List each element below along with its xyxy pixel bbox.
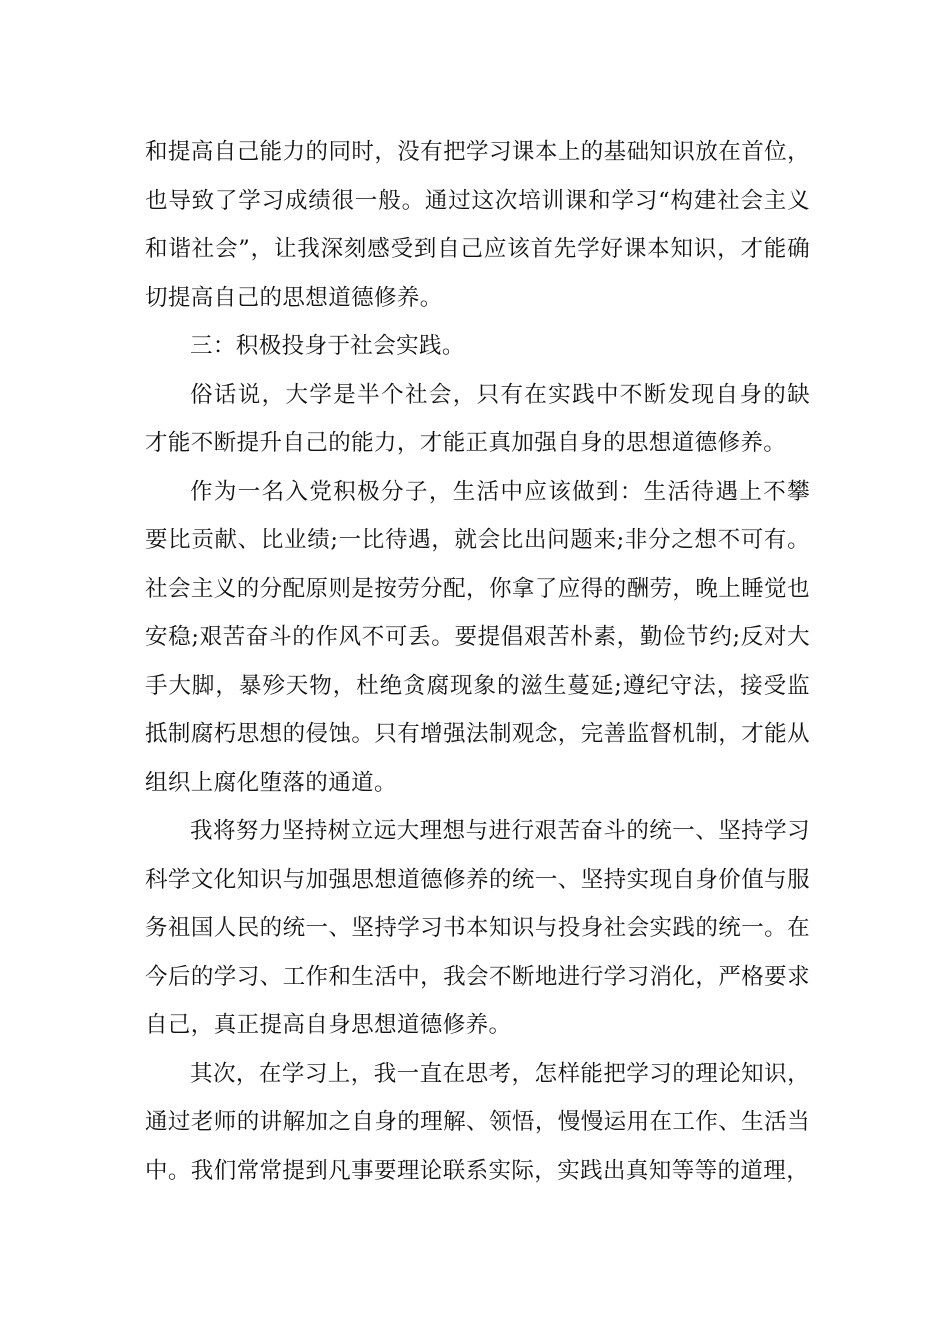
text-line: 俗话说，大学是半个社会，只有在实践中不断发现自身的缺 bbox=[190, 381, 810, 408]
text-line: 手大脚，暴殄天物，杜绝贪腐现象的滋生蔓延;遵纪守法，接受监 bbox=[145, 672, 810, 699]
text-line: 和提高自己能力的同时，没有把学习课本上的基础知识放在首位， bbox=[145, 139, 810, 165]
text-line: 要比贡献、比业绩;一比待遇，就会比出问题来;非分之想不可有。 bbox=[145, 527, 810, 553]
text-line: 社会主义的分配原则是按劳分配，你拿了应得的酬劳，晚上睡觉也 bbox=[145, 575, 810, 602]
text-line: 我将努力坚持树立远大理想与进行艰苦奋斗的统一、坚持学习 bbox=[190, 818, 810, 844]
text-line: 和谐社会”，让我深刻感受到自己应该首先学好课本知识，才能确 bbox=[145, 236, 810, 262]
text-line: 作为一名入党积极分子，生活中应该做到：生活待遇上不攀 bbox=[190, 478, 810, 505]
text-line: 组织上腐化堕落的通道。 bbox=[145, 769, 397, 796]
text-line: 务祖国人民的统一、坚持学习书本知识与投身社会实践的统一。在 bbox=[145, 915, 810, 941]
text-line: 自己，真正提高自身思想道德修养。 bbox=[145, 1012, 512, 1038]
text-line: 通过老师的讲解加之自身的理解、领悟，慢慢运用在工作、生活当 bbox=[145, 1109, 810, 1135]
text-line: 今后的学习、工作和生活中，我会不断地进行学习消化，严格要求 bbox=[145, 963, 810, 990]
text-line: 才能不断提升自己的能力，才能正真加强自身的思想道德修养。 bbox=[145, 430, 787, 456]
text-line: 三：积极投身于社会实践。 bbox=[190, 333, 465, 359]
text-line: 切提高自己的思想道德修养。 bbox=[145, 284, 443, 311]
text-line: 科学文化知识与加强思想道德修养的统一、坚持实现自身价值与服 bbox=[145, 866, 810, 893]
text-line: 安稳;艰苦奋斗的作风不可丢。要提倡艰苦朴素，勤俭节约;反对大 bbox=[145, 624, 810, 650]
text-line: 抵制腐朽思想的侵蚀。只有增强法制观念，完善监督机制，才能从 bbox=[145, 721, 810, 747]
text-line: 也导致了学习成绩很一般。通过这次培训课和学习“构建社会主义 bbox=[145, 187, 810, 214]
document-body bbox=[145, 128, 810, 1195]
text-line: 中。我们常常提到凡事要理论联系实际，实践出真知等等的道理， bbox=[145, 1157, 810, 1184]
text-line: 其次，在学习上，我一直在思考，怎样能把学习的理论知识， bbox=[190, 1060, 810, 1087]
